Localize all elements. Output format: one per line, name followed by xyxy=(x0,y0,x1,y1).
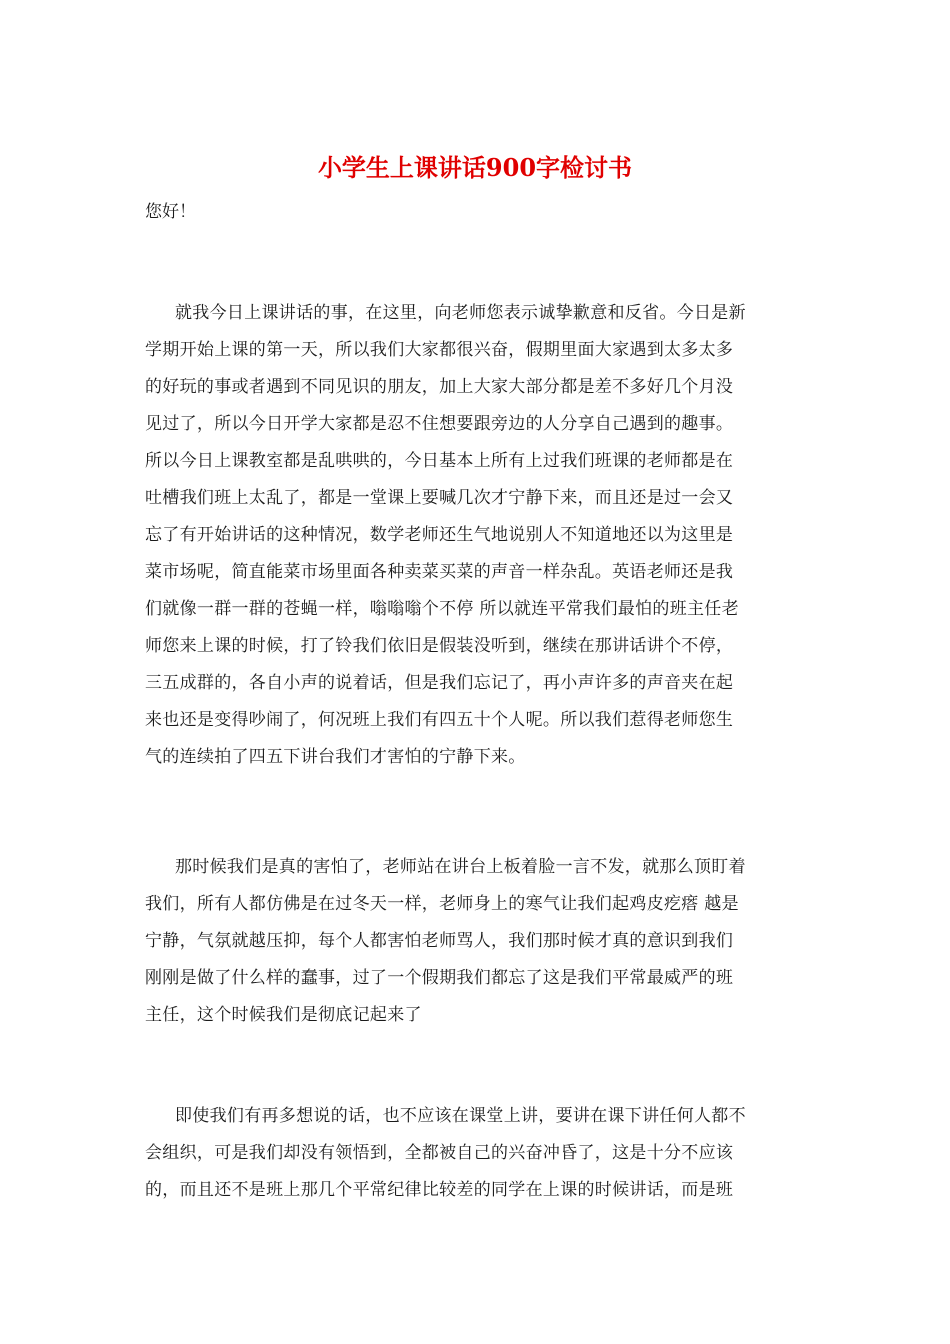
paragraph-line: 们就像一群一群的苍蝇一样，嗡嗡嗡个不停 所以就连平常我们最怕的班主任老 xyxy=(145,599,739,619)
paragraph-line: 所以今日上课教室都是乱哄哄的，今日基本上所有上过我们班课的老师都是在 xyxy=(145,451,734,471)
paragraph-line: 吐槽我们班上太乱了，都是一堂课上要喊几次才宁静下来，而且还是过一会又 xyxy=(145,488,734,508)
document-title: 小学生上课讲话900字检讨书 xyxy=(317,153,633,182)
paragraph-2 xyxy=(145,849,810,1034)
paragraph-line: 见过了，所以今日开学大家都是忍不住想要跟旁边的人分享自己遇到的趣事。 xyxy=(145,414,734,434)
paragraph-line: 我们，所有人都仿佛是在过冬天一样，老师身上的寒气让我们起鸡皮疙瘩 越是 xyxy=(145,894,739,914)
paragraph-line: 三五成群的，各自小声的说着话，但是我们忘记了，再小声许多的声音夹在起 xyxy=(145,673,734,693)
paragraph-line: 即使我们有再多想说的话，也不应该在课堂上讲，要讲在课下讲任何人都不 xyxy=(175,1106,746,1126)
paragraph-line: 菜市场呢，简直能菜市场里面各种卖菜买菜的声音一样杂乱。英语老师还是我 xyxy=(145,562,734,582)
paragraph-line: 的好玩的事或者遇到不同见识的朋友，加上大家大部分都是差不多好几个月没 xyxy=(145,377,734,397)
paragraph-line: 会组织，可是我们却没有领悟到，全都被自己的兴奋冲昏了，这是十分不应该 xyxy=(145,1143,734,1163)
paragraph-line: 忘了有开始讲话的这种情况，数学老师还生气地说别人不知道地还以为这里是 xyxy=(145,525,734,545)
paragraph-line: 来也还是变得吵闹了，何况班上我们有四五十个人呢。所以我们惹得老师您生 xyxy=(145,710,734,730)
paragraph-line: 学期开始上课的第一天，所以我们大家都很兴奋，假期里面大家遇到太多太多 xyxy=(145,340,734,360)
paragraph-line: 的，而且还不是班上那几个平常纪律比较差的同学在上课的时候讲话，而是班 xyxy=(145,1180,734,1200)
paragraph-line: 刚刚是做了什么样的蠢事，过了一个假期我们都忘了这是我们平常最威严的班 xyxy=(145,968,734,988)
paragraph-line: 那时候我们是真的害怕了，老师站在讲台上板着脸一言不发，就那么顶盯着 xyxy=(175,857,746,877)
paragraph-line: 宁静，气氛就越压抑，每个人都害怕老师骂人，我们那时候才真的意识到我们 xyxy=(145,931,734,951)
paragraph-line: 气的连续拍了四五下讲台我们才害怕的宁静下来。 xyxy=(145,747,526,767)
paragraph-line: 师您来上课的时候，打了铃我们依旧是假装没听到，继续在那讲话讲个不停， xyxy=(145,636,734,656)
paragraph-line: 主任，这个时候我们是彻底记起来了 xyxy=(145,1005,422,1025)
greeting: 您好！ xyxy=(145,202,196,222)
paragraph-line: 就我今日上课讲话的事，在这里，向老师您表示诚挚歉意和反省。今日是新 xyxy=(175,303,746,323)
paragraph-1 xyxy=(145,295,810,776)
paragraph-3 xyxy=(145,1098,810,1209)
